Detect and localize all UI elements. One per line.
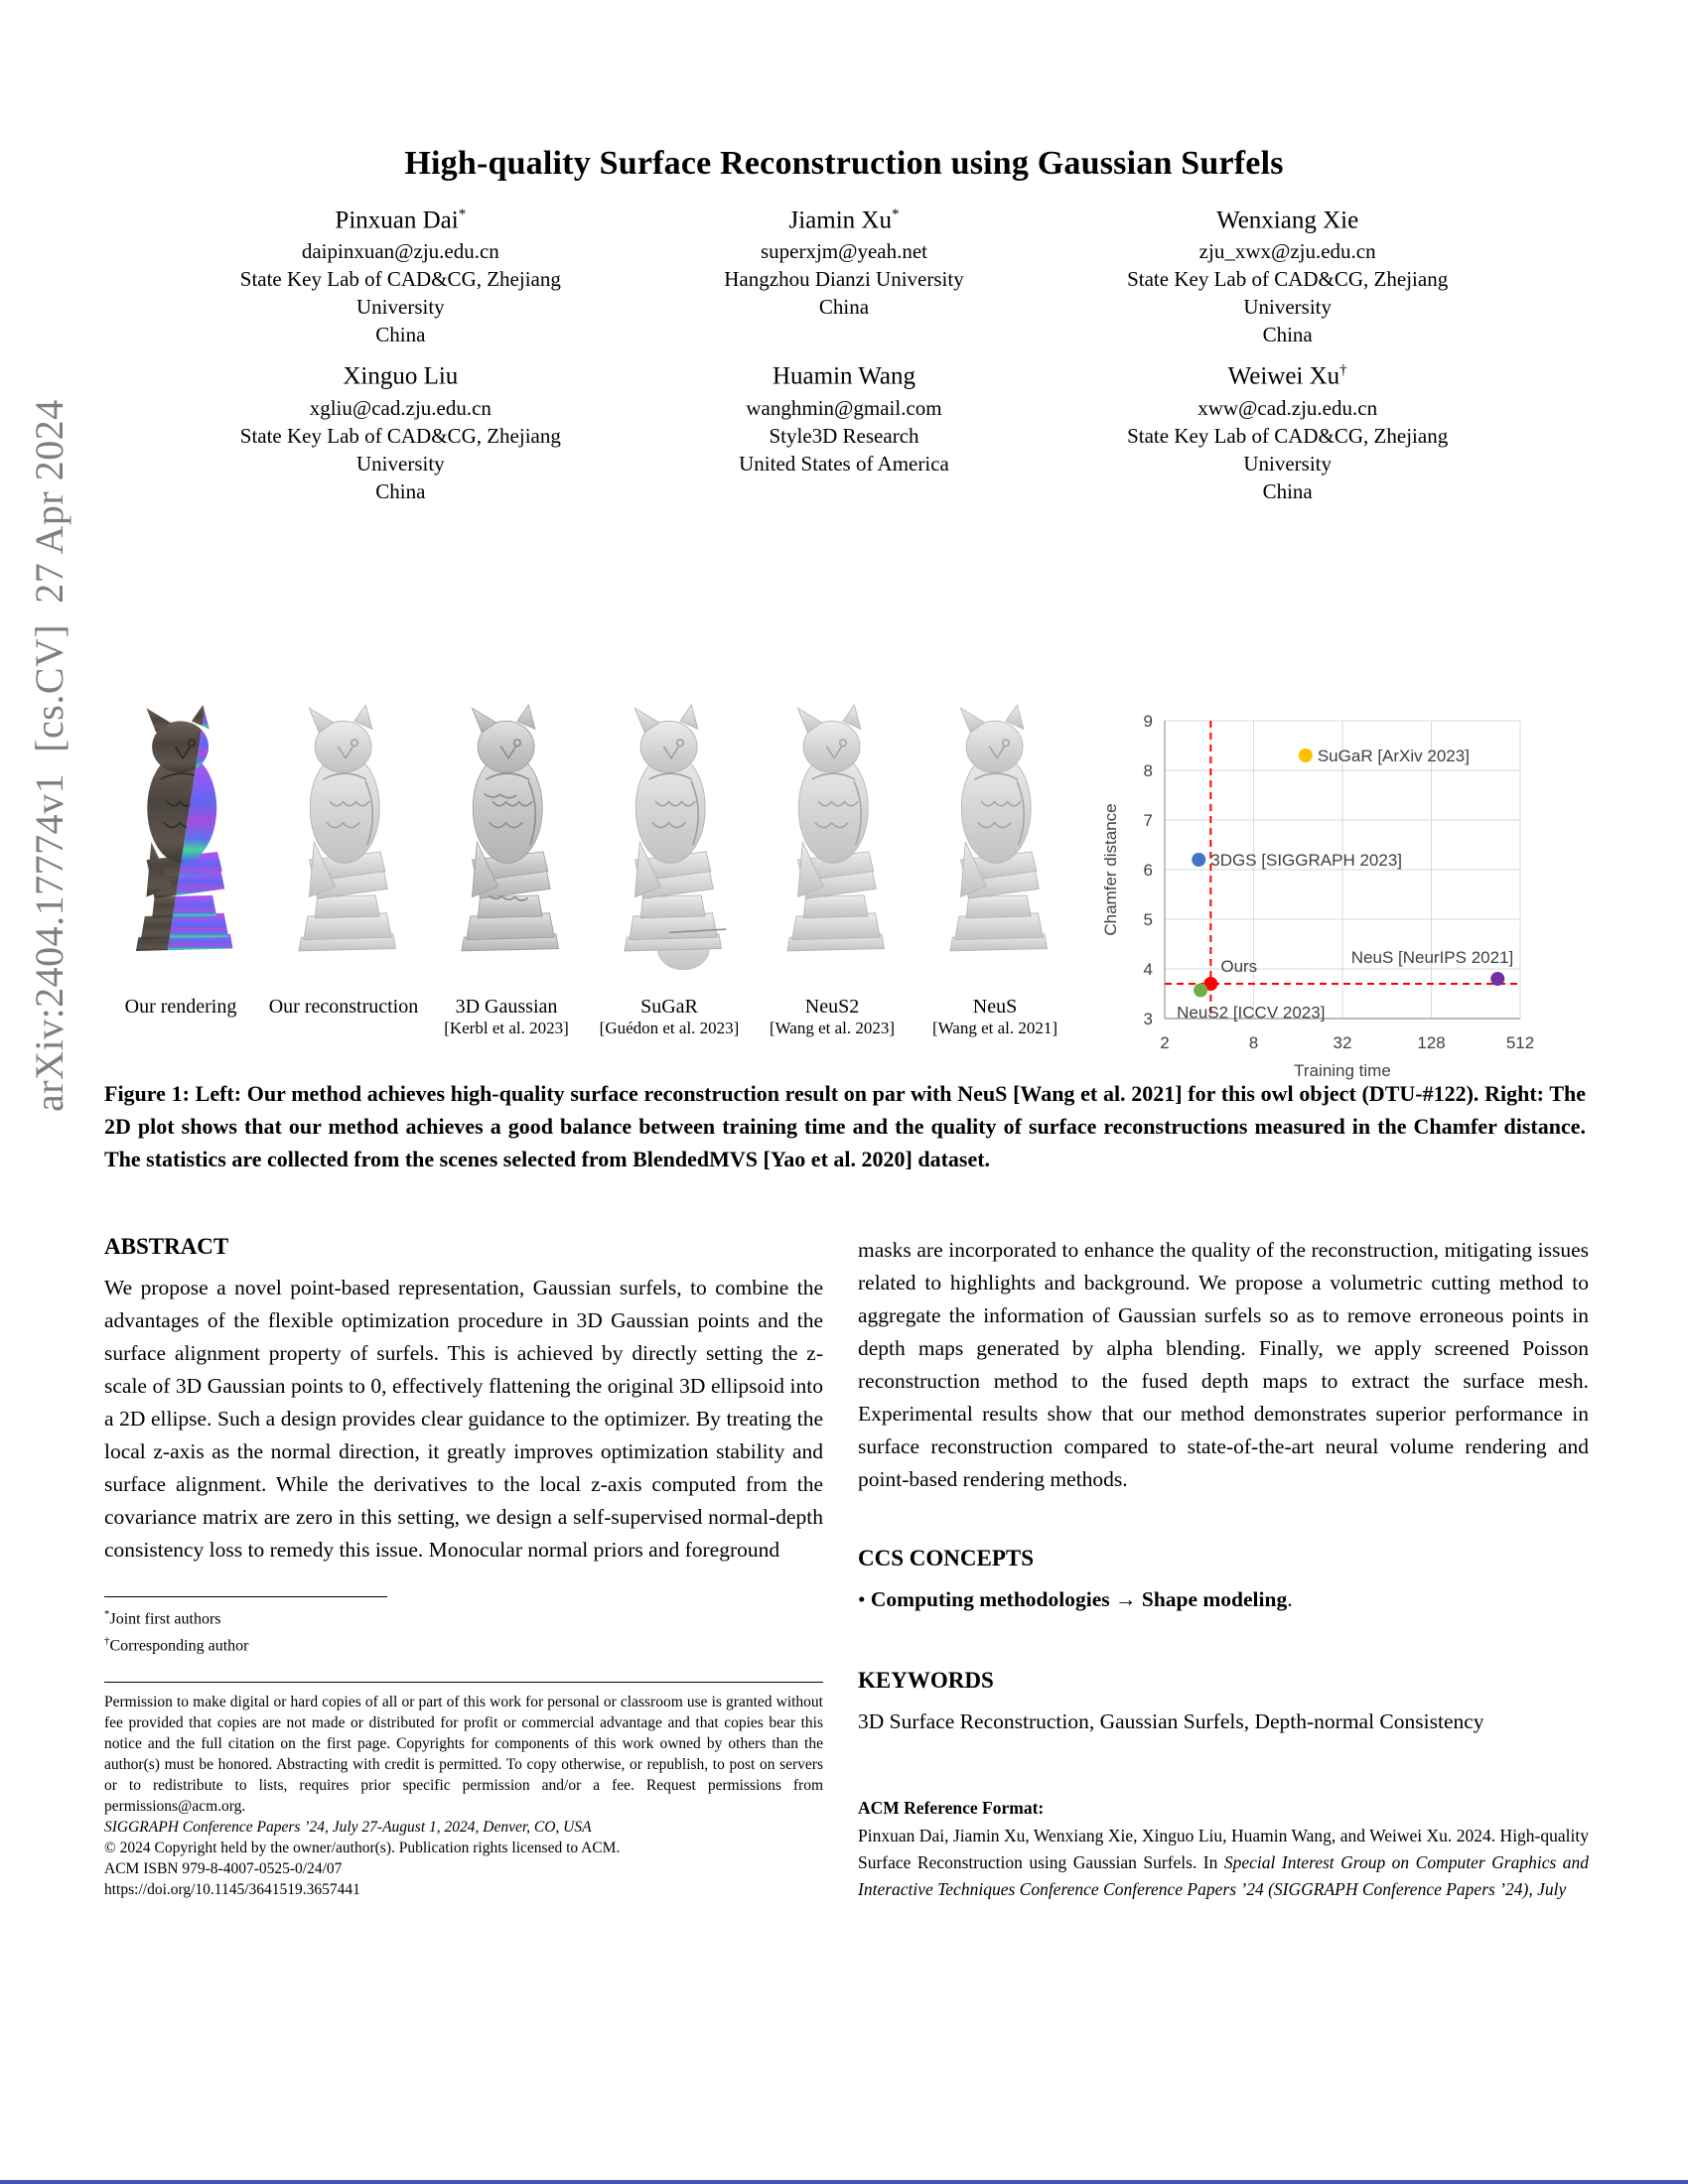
author-marker: † — [1339, 362, 1347, 379]
svg-text:9: 9 — [1143, 712, 1153, 731]
svg-text:NeuS [NeurIPS 2021]: NeuS [NeurIPS 2021] — [1350, 948, 1514, 967]
svg-text:6: 6 — [1143, 861, 1153, 880]
svg-text:2: 2 — [1160, 1033, 1170, 1052]
author-name: Wenxiang Xie — [1216, 206, 1359, 234]
svg-text:4: 4 — [1143, 960, 1153, 979]
author-affiliation: State Key Lab of CAD&CG, Zhejiang — [1127, 267, 1449, 292]
figure-caption: Figure 1: Left: Our method achieves high-quality surface reconstruction result on par with NeuS [Wang et al. 2021] for this owl object (DTU-#122). Right: The 2D plot shows that our method achieves a good balance between training time and the quality of surface reconstructions measured in the Chamfer distance. The statistics are collected from the scenes selected from BlendedMVS [Yao et al. 2020] dataset. — [104, 1081, 1586, 1171]
permission-divider — [104, 1682, 823, 1683]
author-affiliation: State Key Lab of CAD&CG, Zhejiang — [239, 267, 561, 292]
svg-text:512: 512 — [1505, 1033, 1535, 1052]
author-block — [179, 206, 623, 348]
acm-reference-heading: ACM Reference Format: — [858, 1798, 1045, 1818]
panel-our-reconstruction — [262, 685, 425, 1072]
author-block — [179, 362, 623, 504]
author-country: China — [1262, 478, 1313, 503]
owl-neus-image — [932, 685, 1057, 993]
ccs-heading: CCS CONCEPTS — [858, 1546, 1035, 1570]
permission-notice: Permission to make digital or hard copies of all or part of this work for personal or classroom use is granted without fee provided that copies are not made or distributed for profit or commercial advantage and that copies bear this notice and the full citation on the first page. Copyrights for components of this work owned by others than the author(s) must be honored. Abstracting with credit is permitted. To copy otherwise, or republish, to post on servers or to redistribute to lists, requires prior specific permission and/or a fee. Request permissions from permissions@acm.org. — [104, 1693, 823, 1815]
svg-text:5: 5 — [1143, 910, 1153, 929]
panel-label: Our reconstruction — [268, 996, 419, 1018]
panel-citation: [Guédon et al. 2023] — [599, 1019, 740, 1037]
footnote-joint-authors: *Joint first authors — [104, 1608, 221, 1628]
page-title: High-quality Surface Reconstruction using Gaussian Surfels — [404, 145, 1284, 182]
author-name: Huamin Wang — [772, 362, 915, 390]
author-marker: * — [891, 206, 900, 222]
author-name: Weiwei Xu† — [1227, 362, 1347, 390]
author-email: daipinxuan@zju.edu.cn — [301, 239, 499, 264]
panel-citation: [Kerbl et al. 2023] — [444, 1019, 569, 1037]
abstract-continuation: masks are incorporated to enhance the quality of the reconstruction, mitigating issues related to highlights and background. We propose a volumetric cutting method to aggregate the information of Gaussian surfels so as to remove erroneous points in depth maps generated by alpha blending. Finally, we apply screened Poisson reconstruction method to the fused depth maps to extract the surface mesh. Experimental results show that our method demonstrates superior performance in surface reconstruction compared to state-of-the-art neural volume rendering and point-based rendering methods. — [858, 1238, 1589, 1491]
keywords-heading: KEYWORDS — [858, 1668, 994, 1693]
owl-reconstruction-image — [281, 685, 406, 993]
svg-text:Training time: Training time — [1294, 1061, 1391, 1080]
author-email: xww@cad.zju.edu.cn — [1197, 395, 1378, 420]
panel-neus — [914, 685, 1076, 1072]
author-country: China — [1262, 323, 1313, 347]
panel-label: NeuS — [972, 996, 1018, 1018]
training-time-chart — [1099, 685, 1591, 1080]
owl-sugar-image — [607, 685, 732, 993]
owl-3dgs-image — [444, 685, 569, 993]
panel-label: SuGaR — [640, 996, 698, 1018]
keywords-text: 3D Surface Reconstruction, Gaussian Surfels, Depth-normal Consistency — [858, 1709, 1484, 1733]
panel-label: NeuS2 — [804, 996, 860, 1018]
doi-link[interactable]: https://doi.org/10.1145/3641519.3657441 — [104, 1880, 360, 1898]
panel-our-rendering — [99, 685, 262, 1072]
author-email: wanghmin@gmail.com — [746, 395, 942, 420]
author-block — [623, 362, 1066, 504]
arxiv-watermark: arXiv:2404.17774v1 [cs.CV] 27 Apr 2024 — [27, 399, 71, 1112]
author-email: zju_xwx@zju.edu.cn — [1198, 239, 1376, 264]
panel-neus2 — [751, 685, 914, 1072]
author-marker: * — [458, 206, 467, 222]
panel-3d-gaussian — [425, 685, 588, 1072]
left-column — [104, 1234, 823, 1900]
scatter-plot — [1099, 685, 1591, 1082]
author-grid — [179, 206, 1509, 505]
svg-text:8: 8 — [1248, 1033, 1259, 1052]
copyright-line: © 2024 Copyright held by the owner/author(s). Publication rights licensed to ACM. — [104, 1839, 621, 1856]
svg-text:NeuS2 [ICCV 2023]: NeuS2 [ICCV 2023] — [1177, 1003, 1326, 1023]
author-block — [1065, 206, 1509, 348]
svg-text:Ours: Ours — [1220, 957, 1258, 976]
svg-text:7: 7 — [1143, 811, 1153, 830]
author-email: superxjm@yeah.net — [760, 239, 928, 264]
ccs-concepts-line: • Computing methodologies → Shape modeling. — [858, 1587, 1293, 1611]
panel-citation: [Wang et al. 2023] — [769, 1019, 896, 1037]
author-name: Xinguo Liu — [343, 362, 459, 390]
owl-panels — [99, 685, 1077, 1072]
author-affiliation: University — [1243, 451, 1332, 476]
footnote-divider — [104, 1596, 387, 1597]
author-email: xgliu@cad.zju.edu.cn — [309, 395, 492, 420]
panel-sugar — [588, 685, 751, 1072]
author-country: China — [818, 295, 870, 320]
author-country: United States of America — [739, 451, 949, 476]
author-affiliation: State Key Lab of CAD&CG, Zhejiang — [239, 423, 561, 448]
svg-text:128: 128 — [1417, 1033, 1446, 1052]
acm-reference-text: Pinxuan Dai, Jiamin Xu, Wenxiang Xie, Xinguo Liu, Huamin Wang, and Weiwei Xu. 2024. High-quality Surface Reconstruction using Gaussian Surfels. In Special Interest Group on Computer Graphics and Interactive Techniques Conference Conference Papers ’24 (SIGGRAPH Conference Papers ’24), July — [858, 1826, 1589, 1899]
author-affiliation: State Key Lab of CAD&CG, Zhejiang — [1127, 423, 1449, 448]
conference-info: SIGGRAPH Conference Papers ’24, July 27-August 1, 2024, Denver, CO, USA — [104, 1818, 592, 1836]
author-affiliation: University — [356, 451, 445, 476]
author-country: China — [375, 478, 426, 503]
right-column — [858, 1234, 1589, 1903]
author-country: China — [375, 323, 426, 347]
panel-label: Our rendering — [124, 996, 237, 1018]
footnote-corresponding-author: †Corresponding author — [104, 1635, 249, 1655]
author-block — [1065, 362, 1509, 504]
svg-text:SuGaR [ArXiv 2023]: SuGaR [ArXiv 2023] — [1317, 747, 1470, 765]
owl-rendering-image — [118, 685, 243, 993]
arrow-icon: → — [1114, 1587, 1137, 1611]
author-affiliation: University — [356, 295, 445, 320]
svg-text:3DGS [SIGGRAPH 2023]: 3DGS [SIGGRAPH 2023] — [1210, 851, 1403, 870]
svg-text:32: 32 — [1333, 1033, 1352, 1052]
isbn-line: ACM ISBN 979-8-4007-0525-0/24/07 — [104, 1859, 343, 1877]
author-name: Jiamin Xu* — [788, 206, 900, 234]
svg-text:Chamfer distance: Chamfer distance — [1101, 803, 1120, 936]
svg-text:8: 8 — [1143, 761, 1153, 780]
page-bottom-edge — [0, 2180, 1688, 2184]
author-name: Pinxuan Dai* — [335, 206, 467, 234]
figure-1 — [99, 685, 1599, 1080]
author-block — [623, 206, 1066, 348]
abstract-heading: ABSTRACT — [104, 1234, 229, 1259]
owl-neus2-image — [770, 685, 895, 993]
svg-text:3: 3 — [1143, 1010, 1153, 1028]
panel-citation: [Wang et al. 2021] — [931, 1019, 1058, 1037]
author-affiliation: Hangzhou Dianzi University — [724, 267, 964, 292]
abstract-text: We propose a novel point-based representation, Gaussian surfels, to combine the advantages of the flexible optimization procedure in 3D Gaussian points and the surface alignment property of surfels. This is achieved by directly setting the z-scale of 3D Gaussian points to 0, effectively flattening the original 3D ellipsoid into a 2D ellipse. Such a design provides clear guidance to the optimizer. By treating the local z-axis as the normal direction, it greatly improves optimization stability and surface alignment. While the derivatives to the local z-axis computed from the covariance matrix are zero in this setting, we design a self-supervised normal-depth consistency loss to remedy this issue. Monocular normal priors and foreground — [104, 1276, 823, 1562]
author-affiliation: Style3D Research — [769, 423, 919, 448]
panel-label: 3D Gaussian — [455, 996, 558, 1018]
author-affiliation: University — [1243, 295, 1332, 320]
